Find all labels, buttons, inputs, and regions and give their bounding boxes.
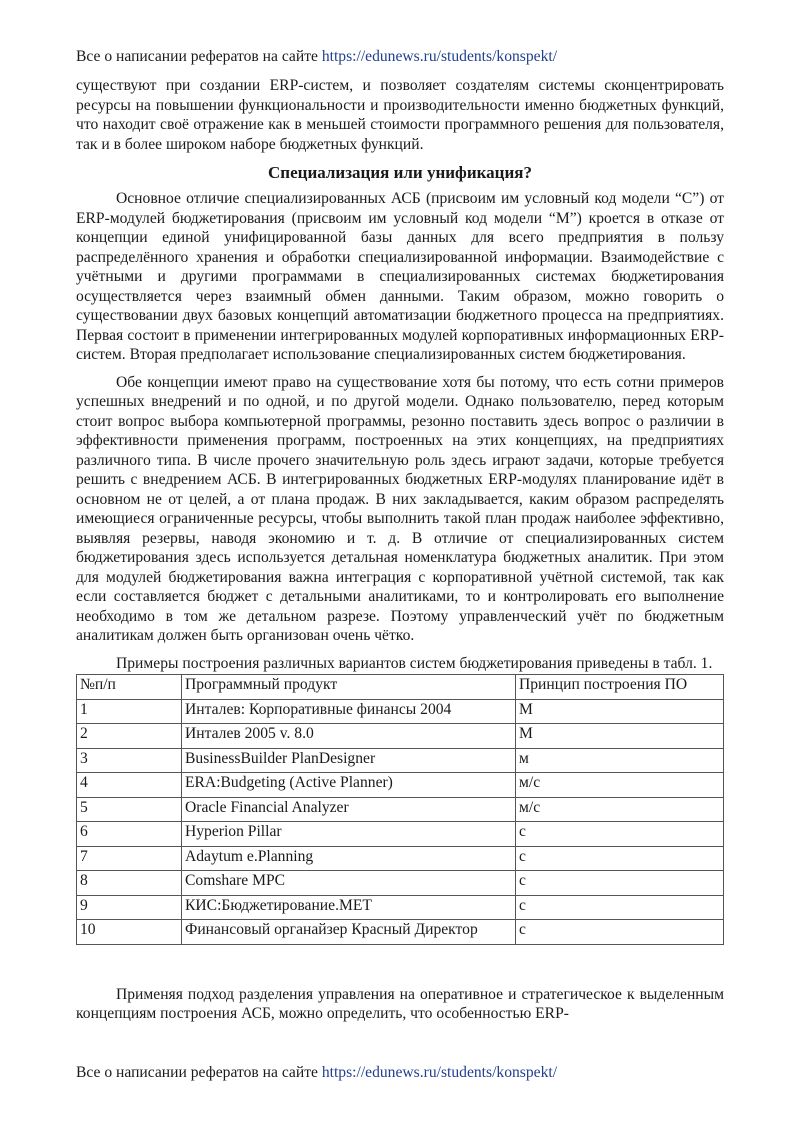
table-cell: м [516, 748, 724, 773]
table-cell: 4 [77, 773, 182, 798]
table-row [77, 699, 724, 724]
table-cell: с [516, 846, 724, 871]
table-cell: 10 [77, 920, 182, 945]
header-link[interactable]: https://edunews.ru/students/konspekt/ [321, 48, 558, 65]
table-cell: Comshare MPC [182, 871, 516, 896]
table-header-cell: Принцип построения ПО [516, 675, 724, 700]
page-header [76, 47, 724, 67]
table-cell: 9 [77, 895, 182, 920]
table-cell: м/с [516, 773, 724, 798]
paragraph-continuation: существуют при создании ERP-систем, и позволяет создателям системы сконцентрировать ресурсы на повышении функциональности и производительности именно бюджетных функций, что находит своё отражение как в меньшей стоимости программного решения для пользователя, так и в более широком наборе бюджетных функций. [76, 77, 724, 153]
table-cell: КИС:Бюджетирование.MET [182, 895, 516, 920]
section-heading: Специализация или унификация? [268, 163, 532, 182]
table-cell: 5 [77, 797, 182, 822]
table-cell: с [516, 822, 724, 847]
header-text: Все о написании рефератов на сайте [76, 48, 322, 65]
table-cell: 8 [77, 871, 182, 896]
page-footer [76, 1063, 724, 1083]
table-cell: Oracle Financial Analyzer [182, 797, 516, 822]
table-row [77, 871, 724, 896]
table-row [77, 748, 724, 773]
document-body [76, 76, 724, 1024]
table-cell: Финансовый органайзер Красный Директор [182, 920, 516, 945]
table-cell: м/с [516, 797, 724, 822]
paragraph-2: Обе концепции имеют право на существование хотя бы потому, что есть сотни примеров успешных внедрений и по одной, и по другой модели. Однако пользователю, перед которым стоит вопрос выбора компьютерной программы, резонно поставить здесь вопрос о различии в эффективности применения программ, построенных на этих концепциях, на предприятиях различного типа. В числе прочего значительную роль здесь играют задачи, которые требуется решить с внедрением АСБ. В интегрированных бюджетных ERP-модулях планирование идёт в основном не от целей, а от плана продаж. В них закладывается, каким образом распределять имеющиеся ограниченные ресурсы, чтобы выполнить такой план продаж наиболее эффективно, выявляя резервы, наводя экономию и т. д. В отличие от специализированных систем бюджетирования здесь используется детальная номенклатура бюджетных аналитик. При этом для модулей бюджетирования важна интеграция с корпоративной учётной системой, так как если составляется бюджет с детальными аналитиками, то и контролировать его выполнение необходимо в том же детальном разрезе. Поэтому управленческий учёт по бюджетным аналитикам должен быть организован очень чётко. [76, 373, 724, 644]
paragraph-final: Применяя подход разделения управления на оперативное и стратегическое к выделенным концепциям построения АСБ, можно определить, что особенностью ERP- [76, 985, 724, 1022]
table-row [77, 846, 724, 871]
paragraph-1: Основное отличие специализированных АСБ (присвоим им условный код модели “С”) от ERP-модулей бюджетирования (присвоим им условный код модели “М”) кроется в отказе от концепции единой унифицированной базы данных для всего предприятия в пользу распределённого хранения и обработки специализированной информации. Взаимодействие с учётными и другими программами в специализированных системах бюджетирования осуществляется через взаимный обмен данными. Таким образом, можно говорить о существовании двух базовых концепций автоматизации бюджетного процесса на предприятиях. Первая состоит в применении интегрированных модулей корпоративных информационных ERP-систем. Вторая предполагает использование специализированных систем бюджетирования. [76, 190, 724, 363]
table-row [77, 822, 724, 847]
table-cell: 7 [77, 846, 182, 871]
table-cell: 2 [77, 724, 182, 749]
table-cell: Hyperion Pillar [182, 822, 516, 847]
table-cell: с [516, 895, 724, 920]
table-cell: Инталев 2005 v. 8.0 [182, 724, 516, 749]
table-row [77, 773, 724, 798]
table-cell: М [516, 699, 724, 724]
table-cell: с [516, 920, 724, 945]
table-row [77, 895, 724, 920]
table-row [77, 920, 724, 945]
products-table [76, 674, 724, 945]
table-cell: с [516, 871, 724, 896]
table-cell: Инталев: Корпоративные финансы 2004 [182, 699, 516, 724]
table-cell: BusinessBuilder PlanDesigner [182, 748, 516, 773]
table-header-cell: Программный продукт [182, 675, 516, 700]
footer-link[interactable]: https://edunews.ru/students/konspekt/ [321, 1064, 558, 1081]
paragraph-table-intro: Примеры построения различных вариантов систем бюджетирования приведены в табл. 1. [116, 654, 713, 672]
table-cell: 6 [77, 822, 182, 847]
table-header-row [77, 675, 724, 700]
table-cell: 3 [77, 748, 182, 773]
footer-text: Все о написании рефератов на сайте [76, 1064, 322, 1081]
table-cell: Adaytum e.Planning [182, 846, 516, 871]
table-header-cell: №п/п [77, 675, 182, 700]
table-row [77, 797, 724, 822]
table-cell: М [516, 724, 724, 749]
table-cell: ERA:Budgeting (Active Planner) [182, 773, 516, 798]
table-cell: 1 [77, 699, 182, 724]
table-row [77, 724, 724, 749]
